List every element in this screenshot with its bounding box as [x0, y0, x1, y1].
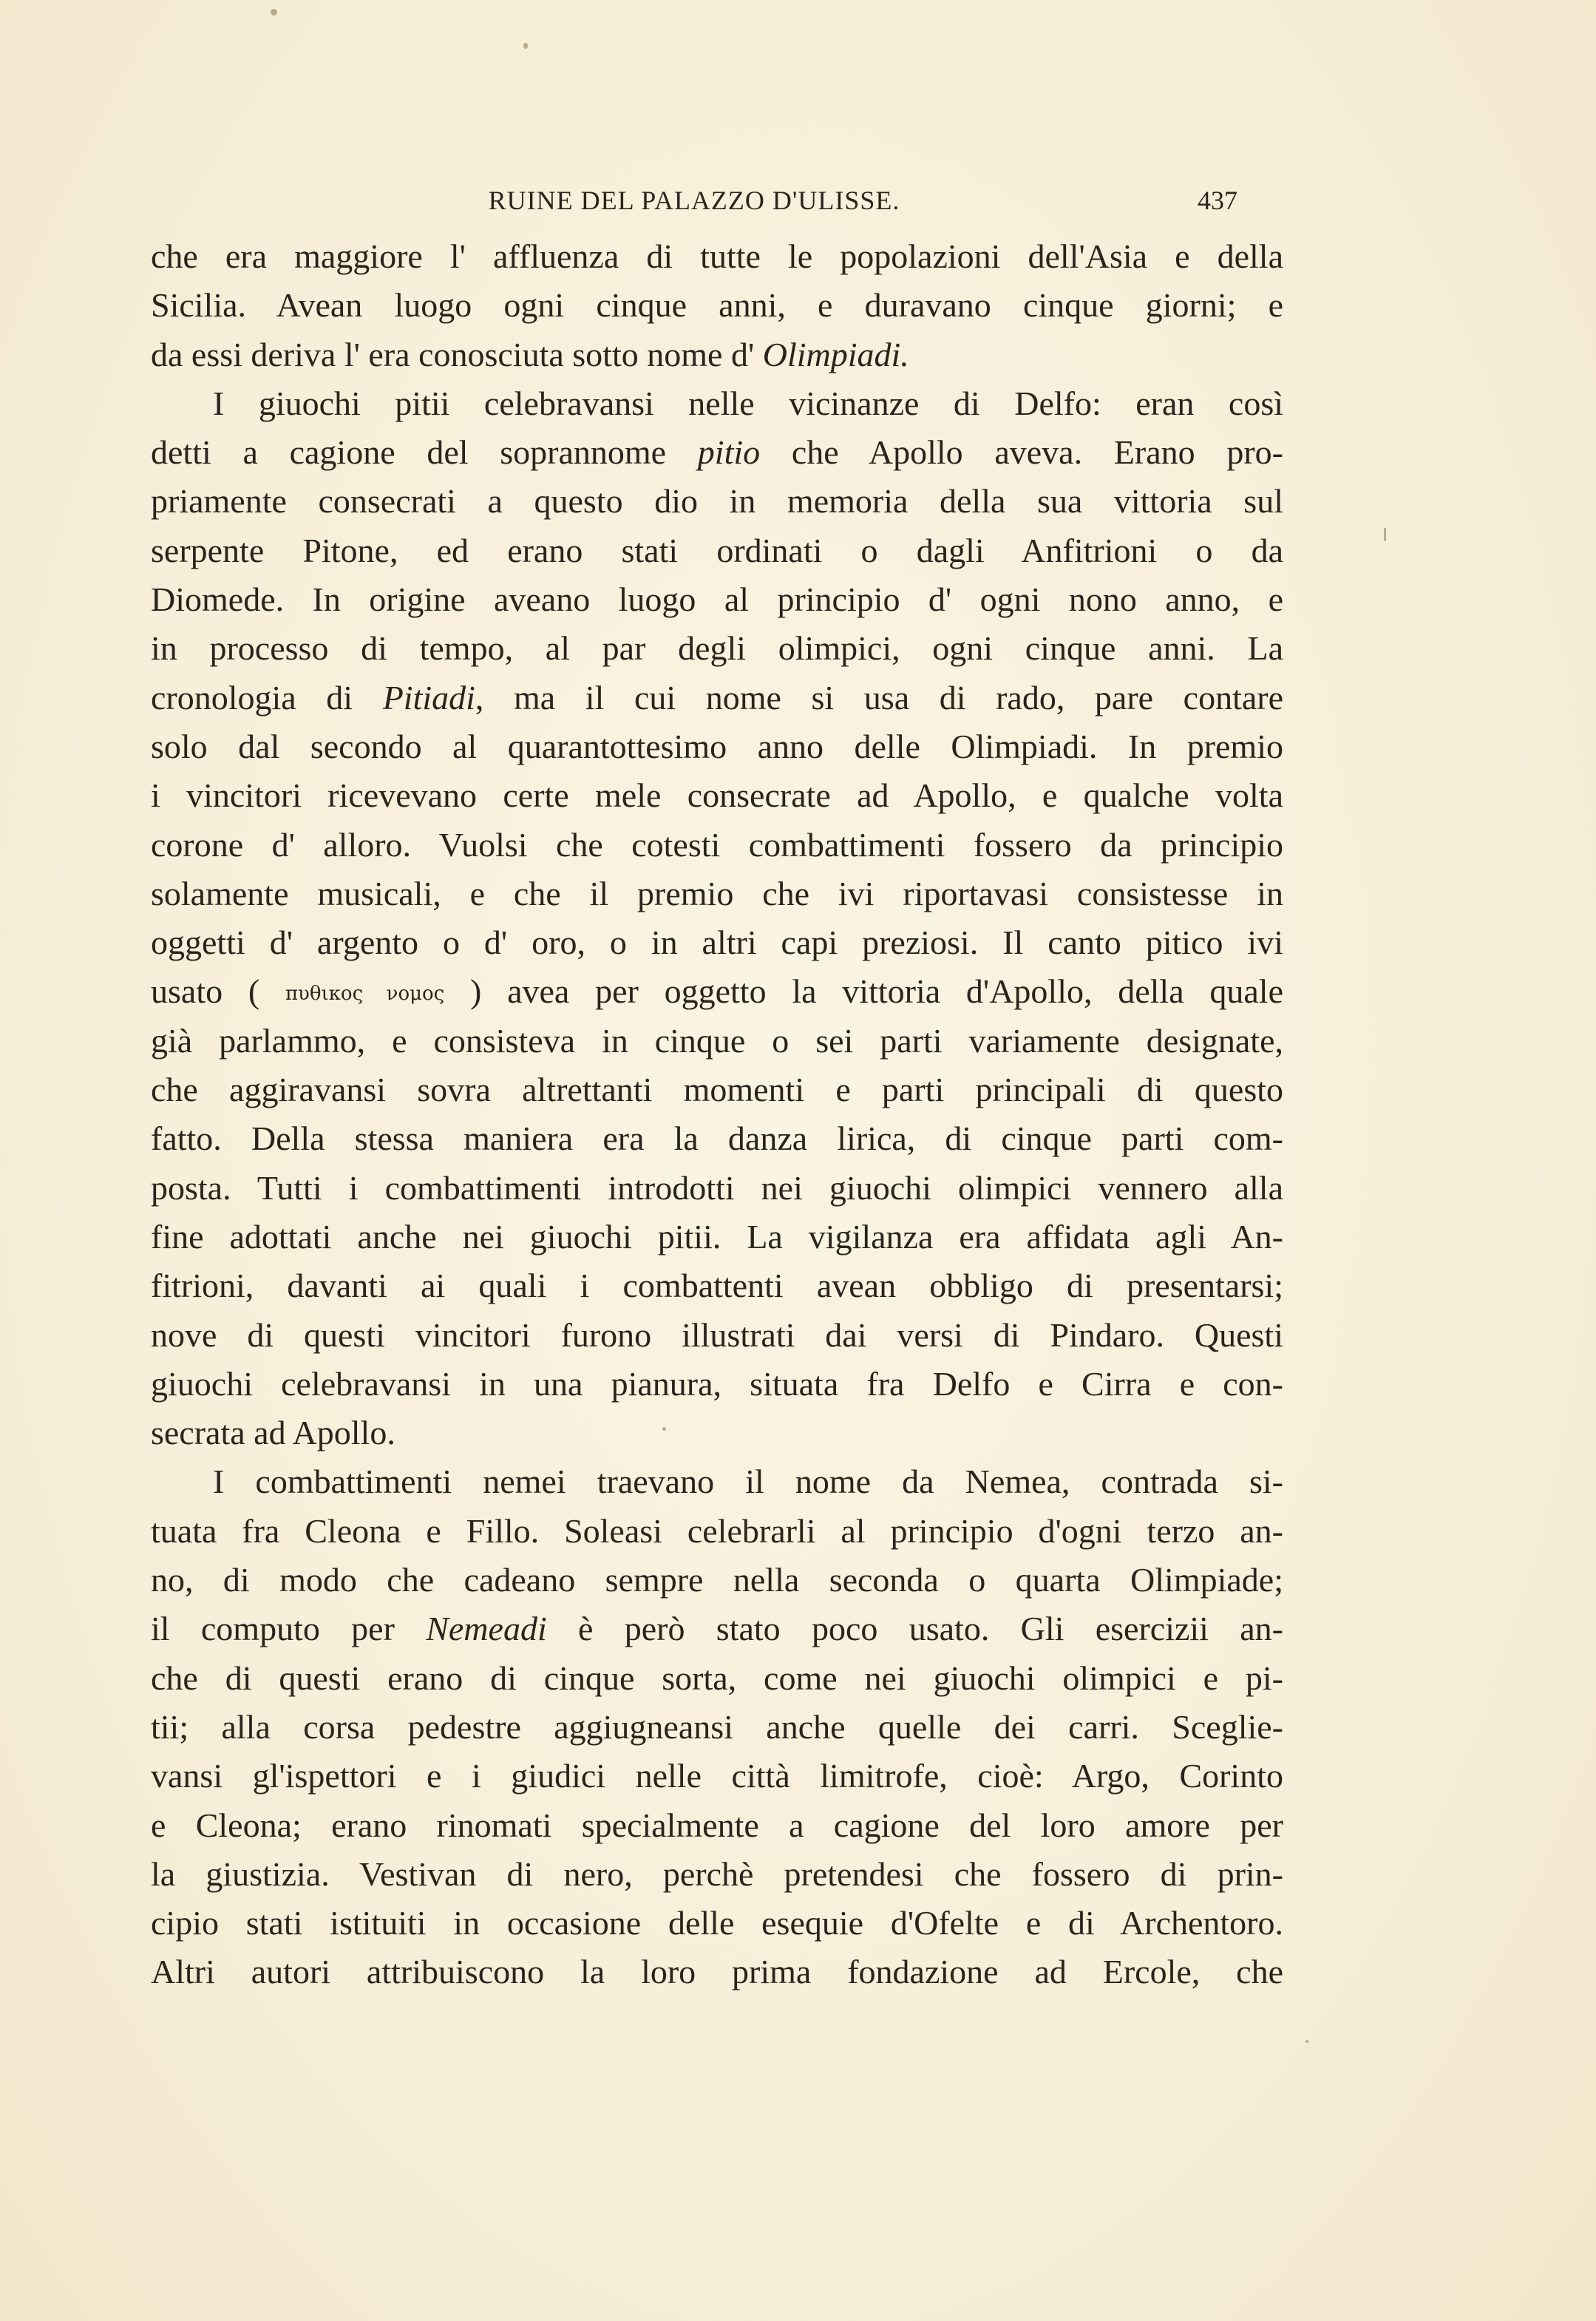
paper-speck	[1384, 528, 1386, 541]
text-line	[151, 379, 1283, 428]
text-run: fine adottati anche nei giuochi pitii. La vigilanza era affidata agli An-	[151, 1217, 1283, 1256]
text-line	[151, 821, 1283, 870]
text-line	[151, 1311, 1283, 1360]
text-run: tuata fra Cleona e Fillo. Soleasi celebrarli al principio d'ogni terzo an-	[151, 1511, 1283, 1550]
text-line	[151, 526, 1283, 575]
text-line	[151, 1409, 1283, 1457]
text-line	[151, 1801, 1283, 1850]
text-run: tii; alla corsa pedestre aggiugneansi anche quelle dei carri. Sceglie-	[151, 1707, 1283, 1746]
text-line	[151, 1752, 1283, 1800]
text-run: che era maggiore l' affluenza di tutte le popolazioni dell'Asia e della	[151, 237, 1283, 275]
paper-speck	[523, 43, 528, 49]
text-line	[151, 1850, 1283, 1899]
text-run: priamente consecrati a questo dio in memoria della sua vittoria sul	[151, 482, 1283, 521]
text-run: I combattimenti nemei traevano il nome da Nemea, contrada si-	[213, 1463, 1283, 1501]
text-line	[151, 1164, 1283, 1213]
text-run: cronologia di	[151, 678, 383, 716]
text-line	[151, 918, 1283, 967]
text-run: no, di modo che cadeano sempre nella seconda o quarta Olimpiade;	[151, 1561, 1283, 1599]
text-line	[151, 674, 1283, 722]
text-line	[151, 428, 1283, 477]
text-run: , ma il cui nome si usa di rado, pare contare	[475, 678, 1284, 716]
text-run: detti a cagione del soprannome	[151, 433, 698, 472]
text-run: cipio stati istituiti in occasione delle esequie d'Ofelte e di Archentoro.	[151, 1904, 1283, 1942]
text-line	[151, 870, 1283, 918]
text-line	[151, 1948, 1283, 1996]
text-run: usato (	[151, 972, 285, 1011]
text-run: Sicilia. Avean luogo ogni cinque anni, e duravano cinque giorni; e	[151, 286, 1283, 325]
italic-term: Olimpiadi.	[762, 335, 909, 373]
text-line	[151, 722, 1283, 771]
text-run: il computo per	[151, 1610, 427, 1648]
text-line	[151, 624, 1283, 673]
text-run: in processo di tempo, al par degli olimpici, ogni cinque anni. La	[151, 629, 1283, 668]
text-line	[151, 967, 1283, 1016]
text-line	[151, 232, 1283, 281]
text-run: che aggiravansi sovra altrettanti momenti e parti principali di questo	[151, 1071, 1283, 1109]
body-text	[151, 232, 1283, 1997]
italic-term: pitio	[697, 433, 761, 472]
text-line	[151, 1899, 1283, 1948]
text-line	[151, 1457, 1283, 1506]
text-run: corone d' alloro. Vuolsi che cotesti combattimenti fossero da principio	[151, 825, 1283, 864]
text-run: secrata ad Apollo.	[151, 1414, 395, 1452]
italic-term: Pitiadi	[382, 678, 475, 716]
paper-speck	[271, 9, 277, 16]
italic-term: Nemeadi	[426, 1610, 547, 1648]
text-run: posta. Tutti i combattimenti introdotti nei giuochi olimpici vennero alla	[151, 1168, 1283, 1207]
text-run: vansi gl'ispettori e i giudici nelle città limitrofe, cioè: Argo, Corinto	[151, 1757, 1283, 1795]
text-line	[151, 1507, 1283, 1556]
text-line	[151, 1114, 1283, 1163]
text-run: i vincitori ricevevano certe mele consecrate ad Apollo, e qualche volta	[151, 776, 1283, 815]
page-header	[151, 185, 1237, 219]
text-run: fitrioni, davanti ai quali i combattenti avean obbligo di presentarsi;	[151, 1267, 1283, 1305]
text-run: da essi deriva l' era conosciuta sotto nome d'	[151, 335, 763, 373]
text-line	[151, 575, 1283, 624]
text-line	[151, 477, 1283, 526]
text-run: già parlammo, e consisteva in cinque o sei parti variamente designate,	[151, 1021, 1283, 1060]
text-run: la giustizia. Vestivan di nero, perchè pretendesi che fossero di prin-	[151, 1854, 1283, 1893]
text-run: è però stato poco usato. Gli esercizii an-	[546, 1610, 1283, 1648]
text-run: Diomede. In origine aveano luogo al principio d' ogni nono anno, e	[151, 580, 1283, 619]
text-line	[151, 1703, 1283, 1752]
text-run: oggetti d' argento o d' oro, o in altri capi preziosi. Il canto pitico ivi	[151, 924, 1283, 962]
text-run: e Cleona; erano rinomati specialmente a cagione del loro amore per	[151, 1806, 1283, 1844]
paper-speck	[1305, 2040, 1308, 2043]
text-run: che Apollo aveva. Erano pro-	[760, 433, 1283, 472]
page-number: 437	[1198, 186, 1237, 215]
text-run: I giuochi pitii celebravansi nelle vicinanze di Delfo: eran così	[213, 384, 1283, 422]
text-run: ) avea per oggetto la vittoria d'Apollo, della quale	[444, 972, 1283, 1011]
text-line	[151, 1360, 1283, 1409]
text-line	[151, 1605, 1283, 1653]
text-line	[151, 1065, 1283, 1114]
running-title: RUINE DEL PALAZZO D'ULISSE.	[488, 186, 900, 215]
text-line	[151, 1654, 1283, 1703]
text-line	[151, 331, 1283, 379]
text-line	[151, 771, 1283, 820]
text-run: nove di questi vincitori furono illustrati dai versi di Pindaro. Questi	[151, 1315, 1283, 1354]
text-run: giuochi celebravansi in una pianura, situata fra Delfo e Cirra e con-	[151, 1364, 1283, 1403]
text-line	[151, 281, 1283, 330]
text-line	[151, 1556, 1283, 1605]
text-line	[151, 1017, 1283, 1065]
text-line	[151, 1213, 1283, 1261]
text-run: fatto. Della stessa maniera era la danza lirica, di cinque parti com-	[151, 1119, 1283, 1158]
text-run: Altri autori attribuiscono la loro prima fondazione ad Ercole, che	[151, 1953, 1283, 1991]
text-run: che di questi erano di cinque sorta, come nei giuochi olimpici e pi-	[151, 1658, 1283, 1697]
text-line	[151, 1261, 1283, 1310]
text-run: solo dal secondo al quarantottesimo anno delle Olimpiadi. In premio	[151, 727, 1283, 765]
text-run: serpente Pitone, ed erano stati ordinati o dagli Anfitrioni o da	[151, 531, 1283, 569]
text-run: solamente musicali, e che il premio che ivi riportavasi consistesse in	[151, 874, 1283, 912]
greek-term: πυθικος νομος	[285, 983, 445, 1006]
